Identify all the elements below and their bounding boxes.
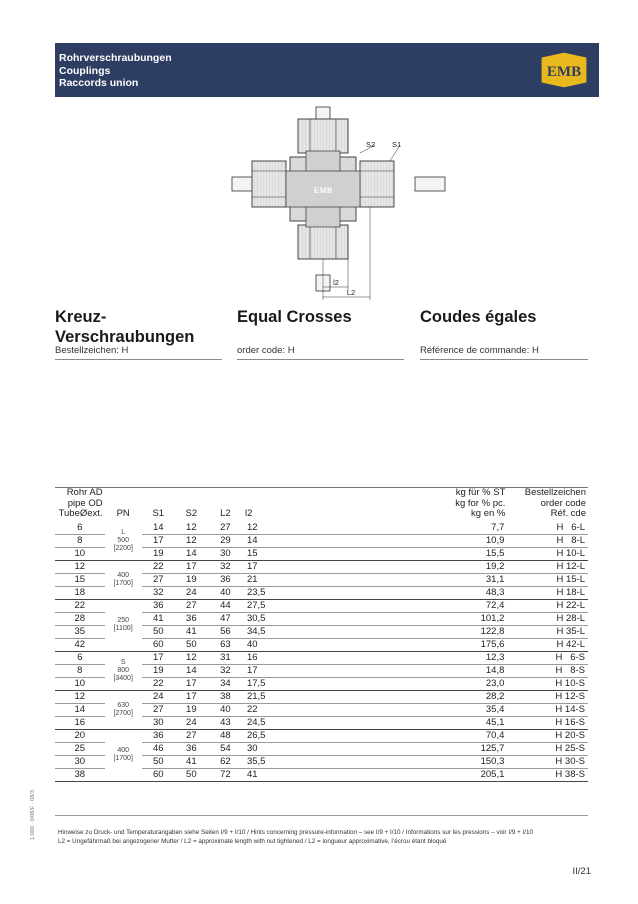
- order-code-french: Référence de commande: H: [420, 345, 539, 356]
- cell-pressure-nominal: [105, 690, 142, 729]
- cell-L2: 30: [220, 547, 231, 559]
- cell-tube-od: 10: [74, 547, 86, 559]
- cell-order-code: H 38-S: [555, 768, 585, 780]
- cell-gap: [507, 534, 515, 547]
- cell-weight: 7,7: [491, 521, 505, 533]
- cell-tube-od: 6: [77, 521, 83, 533]
- pn-line: 250: [117, 617, 130, 624]
- cell-l2: 17: [246, 664, 258, 676]
- cell-l2: 14: [246, 534, 258, 546]
- cell-s1: 19: [153, 664, 164, 676]
- cell-pressure-nominal: [105, 560, 142, 599]
- cell-gap: [507, 703, 515, 716]
- table-body: [55, 522, 588, 782]
- cell-order-code: H 30-S: [555, 755, 585, 767]
- cell-order-code: H 8-L: [556, 534, 585, 546]
- cell-s1: 17: [153, 651, 164, 663]
- cell-gap: [507, 742, 515, 755]
- cell-s1: 22: [153, 560, 164, 572]
- cell-l2: 27,5: [246, 599, 266, 611]
- cell-l2: 30: [246, 742, 258, 754]
- pn-line: 500: [117, 536, 130, 544]
- cell-s1: 60: [153, 768, 164, 780]
- cell-order-code: H 8-S: [555, 664, 585, 676]
- cell-s2: 50: [186, 768, 197, 780]
- title-english: Couplings: [59, 64, 111, 77]
- cell-L2: 43: [220, 716, 231, 728]
- cell-s1: 14: [153, 521, 164, 533]
- cell-gap: [507, 638, 515, 651]
- cell-pressure-nominal: [105, 522, 142, 561]
- cell-order-code: H 10-S: [555, 677, 585, 689]
- cell-L2: 27: [220, 521, 231, 533]
- cell-s2: 27: [186, 599, 197, 611]
- cell-gap: [507, 522, 515, 535]
- cell-l2: 34,5: [246, 625, 266, 637]
- cell-weight: 150,3: [480, 755, 505, 767]
- cross-fitting-drawing: [230, 105, 450, 305]
- heading-german: Kreuz- Verschraubungen: [55, 308, 195, 346]
- header-L2: L2: [220, 508, 231, 519]
- cell-l2: 35,5: [246, 755, 266, 767]
- cell-l2: 26,5: [246, 729, 266, 741]
- cell-order-code: H 12-L: [556, 560, 585, 572]
- cell-L2: 47: [220, 612, 231, 624]
- cell-weight: 125,7: [480, 742, 505, 754]
- header-bar: [55, 43, 599, 97]
- cell-s2: 17: [186, 690, 197, 702]
- cell-s1: 36: [153, 599, 164, 611]
- cell-L2: 54: [220, 742, 231, 754]
- cell-s1: 46: [153, 742, 164, 754]
- cell-s2: 41: [186, 755, 197, 767]
- cell-tube-od: 42: [74, 638, 86, 650]
- cell-gap: [507, 768, 515, 781]
- cell-s1: 41: [153, 612, 164, 624]
- cell-gap: [507, 716, 515, 729]
- cell-s1: 32: [153, 586, 164, 598]
- cell-weight: 48,3: [485, 586, 505, 598]
- cell-gap: [507, 599, 515, 612]
- cell-s1: 36: [153, 729, 164, 741]
- header-pn: PN: [116, 508, 130, 519]
- pn-line: [2700]: [113, 709, 133, 717]
- cell-L2: 34: [220, 677, 231, 689]
- cell-weight: 175,6: [480, 638, 505, 650]
- cell-weight: 31,1: [485, 573, 505, 585]
- dimensions-table: [55, 487, 588, 782]
- cell-gap: [507, 560, 515, 573]
- footnote-line-2: L2 = Ungefährmaß bei angezogener Mutter / L2 = approximate length with nut tightened / L2 = longueur approximative, l’écrou étant bloqué: [58, 838, 447, 845]
- cell-tube-od: 8: [77, 534, 83, 546]
- cell-weight: 28,2: [485, 690, 505, 702]
- cell-order-code: H 6-S: [555, 651, 585, 663]
- cell-order-code: H 10-L: [556, 547, 585, 559]
- cell-pressure-nominal: [105, 651, 142, 690]
- footnote: [58, 828, 590, 846]
- cell-gap: [507, 573, 515, 586]
- cell-tube-od: 18: [74, 586, 86, 598]
- label-L2: L2: [346, 288, 356, 297]
- label-s1: S1: [392, 140, 402, 149]
- cell-tube-od: 28: [74, 612, 86, 624]
- cell-l2: 16: [246, 651, 258, 663]
- cell-tube-od: 15: [74, 573, 86, 585]
- cell-weight: 70,4: [485, 729, 505, 741]
- pn-line: [3400]: [113, 674, 133, 682]
- cell-s2: 12: [186, 534, 197, 546]
- cell-s2: 19: [186, 703, 197, 715]
- cell-weight: 72,4: [485, 599, 505, 611]
- cell-weight: 12,3: [485, 651, 505, 663]
- side-print-code: 1.000 · 0/08/F · 08/3: [30, 790, 36, 840]
- order-code-german: Bestellzeichen: H: [55, 345, 129, 356]
- cell-l2: 21: [246, 573, 258, 585]
- cell-s1: 27: [153, 573, 164, 585]
- pn-line: 800: [117, 666, 130, 674]
- cell-order-code: H 20-S: [555, 729, 585, 741]
- cell-s1: 60: [153, 638, 164, 650]
- cell-s2: 27: [186, 729, 197, 741]
- cell-tube-od: 35: [74, 625, 86, 637]
- cell-tube-od: 12: [74, 690, 86, 702]
- header-order-code: Bestellzeichen order code Réf. cde: [524, 487, 586, 519]
- pn-line: L: [121, 528, 126, 536]
- page-number: II/21: [572, 866, 591, 877]
- header-titles: [59, 52, 172, 90]
- cell-s2: 17: [186, 560, 197, 572]
- cell-s2: 17: [186, 677, 197, 689]
- cell-gap: [507, 612, 515, 625]
- cell-l2: 30,5: [246, 612, 266, 624]
- cell-order-code: H 35-L: [556, 625, 585, 637]
- cell-L2: 32: [220, 664, 231, 676]
- cell-L2: 48: [220, 729, 231, 741]
- body-mark: EMB: [313, 186, 333, 195]
- table-row: [55, 690, 588, 703]
- cell-s2: 24: [186, 586, 197, 598]
- cell-s2: 14: [186, 547, 197, 559]
- cell-weight: 23,0: [485, 677, 505, 689]
- cell-L2: 38: [220, 690, 231, 702]
- cell-s2: 36: [186, 742, 197, 754]
- cell-weight: 35,4: [485, 703, 505, 715]
- pn-line: [2200]: [113, 544, 133, 552]
- cell-L2: 36: [220, 573, 231, 585]
- label-l2-small: l2: [333, 278, 339, 287]
- cell-s1: 22: [153, 677, 164, 689]
- cell-s2: 50: [186, 638, 197, 650]
- cell-L2: 31: [220, 651, 231, 663]
- pn-line: [1700]: [113, 579, 133, 587]
- cell-l2: 17: [246, 560, 258, 572]
- header-l2: l2: [244, 508, 253, 519]
- cell-order-code: H 12-S: [555, 690, 585, 702]
- table-row: [55, 599, 588, 612]
- cell-L2: 63: [220, 638, 231, 650]
- cell-s1: 27: [153, 703, 164, 715]
- table-row: [55, 651, 588, 664]
- cell-order-code: H 14-S: [555, 703, 585, 715]
- pn-line: 400: [117, 571, 130, 579]
- cell-l2: 23,5: [246, 586, 266, 598]
- cell-L2: 72: [220, 768, 231, 780]
- cell-L2: 29: [220, 534, 231, 546]
- cell-L2: 56: [220, 625, 231, 637]
- cell-l2: 12: [246, 521, 258, 533]
- cell-tube-od: 20: [74, 729, 86, 741]
- cell-weight: 14,8: [485, 664, 505, 676]
- heading-french: Coudes égales: [420, 308, 537, 326]
- pn-line: 400: [117, 747, 130, 754]
- cell-weight: 15,5: [485, 547, 505, 559]
- cell-s2: 24: [186, 716, 197, 728]
- header-s2: S2: [185, 508, 198, 519]
- table-row: [55, 560, 588, 573]
- cell-tube-od: 38: [74, 768, 86, 780]
- cell-tube-od: 10: [74, 677, 86, 689]
- logo-text: EMB: [546, 64, 582, 80]
- cell-L2: 40: [220, 586, 231, 598]
- emb-logo: [537, 51, 591, 89]
- table-row: [55, 522, 588, 535]
- header-tube: Rohr AD pipe OD TubeØext.: [58, 487, 103, 519]
- cell-gap: [507, 547, 515, 560]
- cell-l2: 15: [246, 547, 258, 559]
- cell-l2: 41: [246, 768, 258, 780]
- cell-weight: 205,1: [480, 768, 505, 780]
- cell-l2: 22: [246, 703, 258, 715]
- cell-s1: 50: [153, 625, 164, 637]
- cell-weight: 101,2: [480, 612, 505, 624]
- cell-gap: [507, 690, 515, 703]
- cell-s1: 50: [153, 755, 164, 767]
- divider-french: [420, 359, 588, 360]
- cell-order-code: H 28-L: [556, 612, 585, 624]
- cell-gap: [507, 664, 515, 677]
- cell-gap: [507, 729, 515, 742]
- cell-s1: 19: [153, 547, 164, 559]
- header-s1: S1: [152, 508, 165, 519]
- cell-order-code: H 6-L: [556, 521, 585, 533]
- cell-order-code: H 18-L: [556, 586, 585, 598]
- cell-s2: 12: [186, 521, 197, 533]
- pn-line: 630: [117, 701, 130, 709]
- header-gap: [507, 488, 515, 522]
- cell-s2: 14: [186, 664, 197, 676]
- cell-tube-od: 12: [74, 560, 86, 572]
- cell-order-code: H 42-L: [556, 638, 585, 650]
- cell-gap: [507, 625, 515, 638]
- cell-l2: 17,5: [246, 677, 266, 689]
- title-french: Raccords union: [59, 77, 139, 89]
- cell-L2: 44: [220, 599, 231, 611]
- cell-gap: [507, 586, 515, 599]
- footnote-line-1: Hinweise zu Druck- und Temperaturangaben siehe Seiten I/9 + I/10 / Hints concerning pressure-information – see I/9 + I/10 / Informations sur les pressions – voir I/9 + I/10: [58, 829, 534, 836]
- cell-L2: 32: [220, 560, 231, 572]
- table-header-row: [55, 488, 588, 522]
- cell-tube-od: 22: [74, 599, 86, 611]
- cell-l2: 40: [246, 638, 258, 650]
- table-row: [55, 729, 588, 742]
- cell-gap: [507, 677, 515, 690]
- cell-order-code: H 16-S: [555, 716, 585, 728]
- cell-weight: 10,9: [485, 534, 505, 546]
- cell-s1: 30: [153, 716, 164, 728]
- cell-order-code: H 22-L: [556, 599, 585, 611]
- cell-order-code: H 15-L: [556, 573, 585, 585]
- order-code-english: order code: H: [237, 345, 295, 356]
- label-s2: S2: [366, 140, 376, 149]
- cell-tube-od: 14: [74, 703, 86, 715]
- cell-weight: 19,2: [485, 560, 505, 572]
- empty-rows: [55, 803, 588, 816]
- title-german: Rohrverschraubungen: [59, 52, 172, 64]
- pn-line: S: [120, 658, 126, 666]
- cell-tube-od: 30: [74, 755, 86, 767]
- cell-pressure-nominal: [105, 599, 142, 651]
- cell-s2: 19: [186, 573, 197, 585]
- divider-german: [55, 359, 222, 360]
- cell-s2: 36: [186, 612, 197, 624]
- pn-line: [1100]: [113, 625, 133, 632]
- heading-english: Equal Crosses: [237, 308, 352, 326]
- cell-tube-od: 25: [74, 742, 86, 754]
- pn-line: [1700]: [113, 755, 133, 762]
- cell-order-code: H 25-S: [555, 742, 585, 754]
- cell-s1: 24: [153, 690, 164, 702]
- cell-L2: 62: [220, 755, 231, 767]
- divider-english: [237, 359, 404, 360]
- cell-l2: 24,5: [246, 716, 266, 728]
- cell-weight: 122,8: [480, 625, 505, 637]
- cell-l2: 21,5: [246, 690, 266, 702]
- cell-s1: 17: [153, 534, 164, 546]
- cell-s2: 41: [186, 625, 197, 637]
- cell-gap: [507, 755, 515, 768]
- cell-L2: 40: [220, 703, 231, 715]
- cell-tube-od: 8: [77, 664, 83, 676]
- header-weight: kg für % ST kg for % pc. kg en %: [455, 487, 506, 519]
- cell-pressure-nominal: [105, 729, 142, 781]
- empty-row: [55, 803, 588, 816]
- cell-s2: 12: [186, 651, 197, 663]
- cell-weight: 45,1: [485, 716, 505, 728]
- cell-gap: [507, 651, 515, 664]
- cell-tube-od: 6: [77, 651, 83, 663]
- cell-tube-od: 16: [74, 716, 86, 728]
